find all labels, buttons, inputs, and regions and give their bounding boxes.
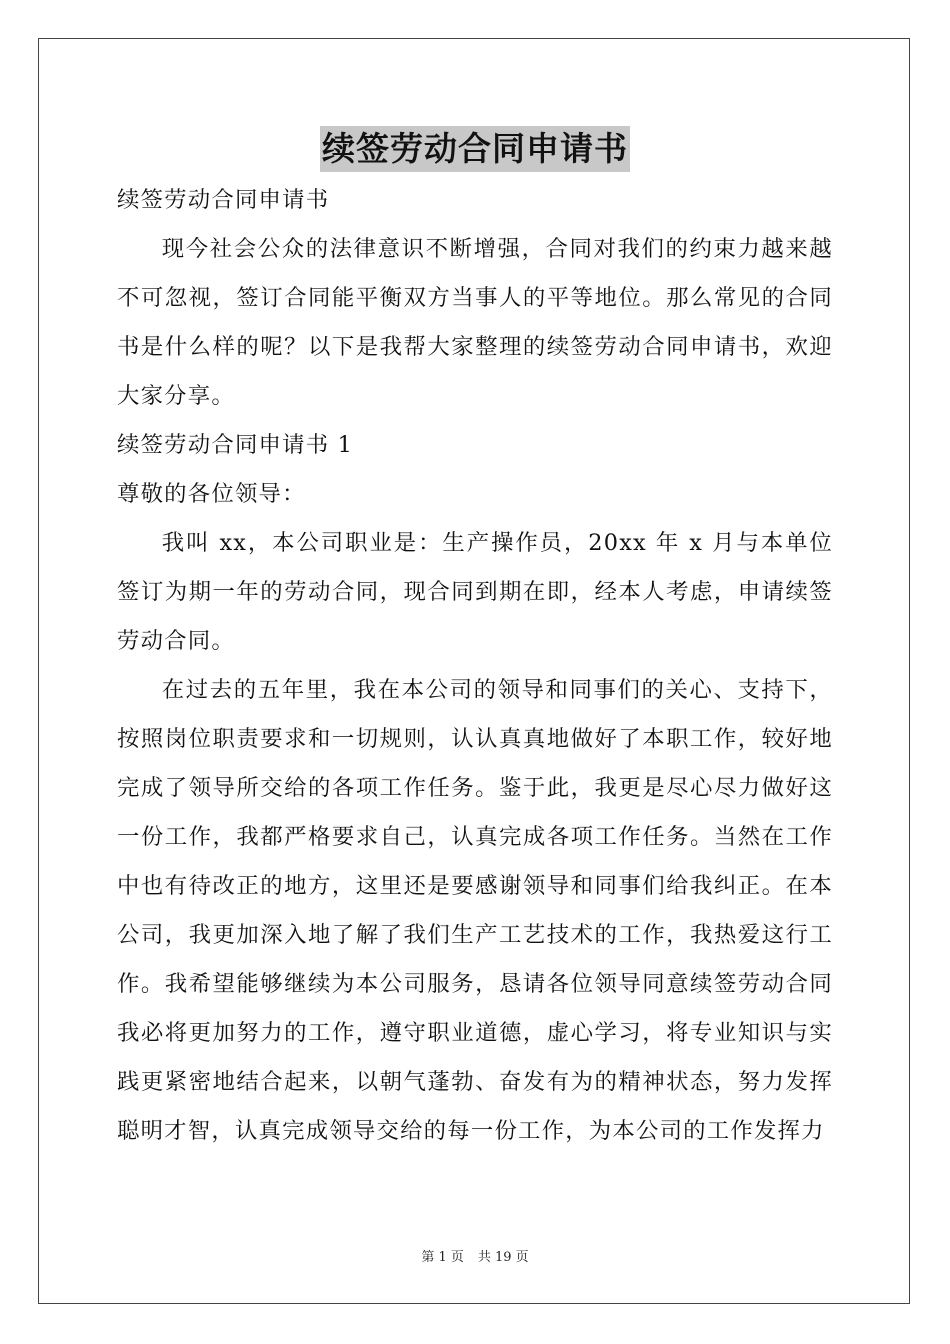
paragraph-subtitle: 续签劳动合同申请书: [117, 187, 330, 213]
paragraph-section-heading: 续签劳动合同申请书 1: [117, 432, 354, 458]
paragraph-body-2: 在过去的五年里，我在本公司的领导和同事们的关心、支持下，按照岗位职责要求和一切规则，认认真真地做好了本职工作，较好地完成了领导所交给的各项工作任务。鉴于此，我更是尽心尽力做好这一份工作，我都严格要求自己，认真完成各项工作任务。当然在工作中也有待改正的地方，这里还是要感谢领导和同事们给我纠正。在本公司，我更加深入地了解了我们生产工艺技术的工作，我热爱这行工作。我希望能够继续为本公司服务，恳请各位领导同意续签劳动合同我必将更加努力的工作，遵守职业道德，虚心学习，将专业知识与实践更紧密地结合起来，以朝气蓬勃、奋发有为的精神状态，努力发挥聪明才智，认真完成领导交给的每一份工作，为本公司的工作发挥力: [117, 677, 833, 1144]
page-total: 共 19 页: [477, 1250, 529, 1265]
document-body: [117, 176, 833, 1156]
paragraph-intro: 现今社会公众的法律意识不断增强，合同对我们的约束力越来越不可忽视，签订合同能平衡双方当事人的平等地位。那么常见的合同书是什么样的呢？以下是我帮大家整理的续签劳动合同申请书，欢迎大家分享。: [117, 236, 833, 409]
page-number: 第 1 页: [421, 1250, 464, 1265]
paragraph-salutation: 尊敬的各位领导：: [117, 481, 306, 507]
document-title: 续签劳动合同申请书: [320, 126, 630, 172]
paragraph-body-1: 我叫 xx，本公司职业是：生产操作员，20xx 年 x 月与本单位签订为期一年的劳动合同，现合同到期在即，经本人考虑，申请续签劳动合同。: [117, 530, 833, 654]
page-footer: [0, 1246, 950, 1265]
title-container: [0, 126, 950, 172]
